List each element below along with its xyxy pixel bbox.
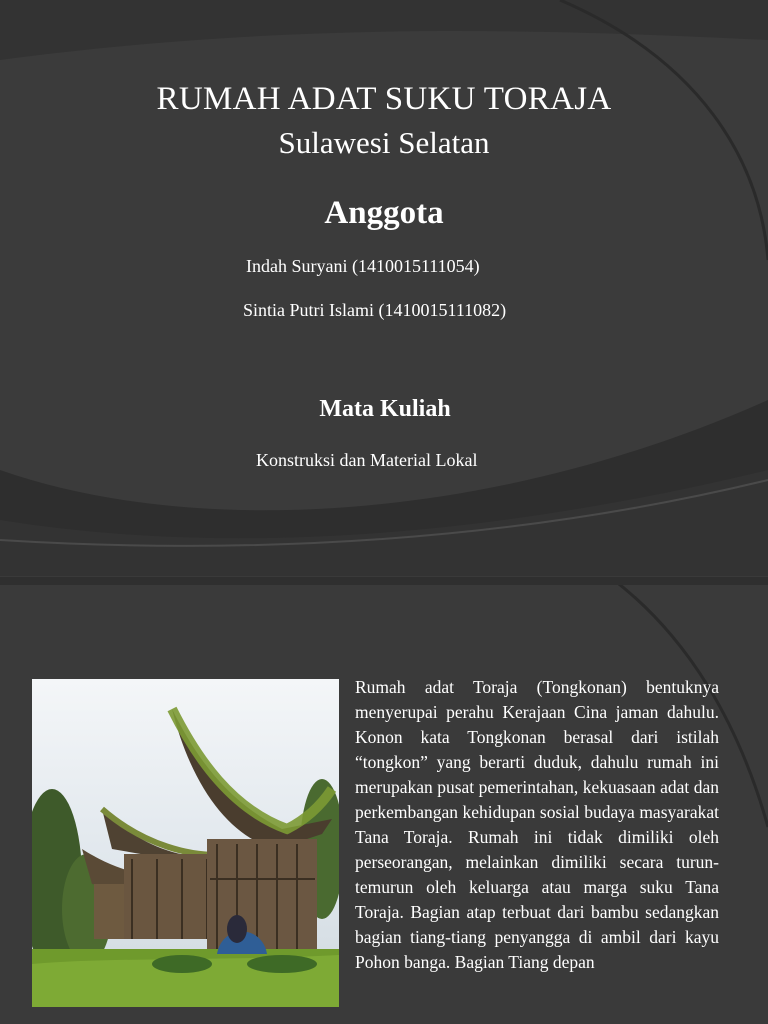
tongkonan-photo [32, 679, 339, 1007]
tongkonan-house-image [32, 679, 339, 1007]
members-heading: Anggota [324, 195, 444, 231]
content-slide [0, 577, 768, 1024]
slide-subtitle: Sulawesi Selatan [278, 125, 490, 160]
description-paragraph: Rumah adat Toraja (Tongkonan) bentuknya menyerupai perahu Kerajaan Cina jaman dahulu. Konon kata Tongkonan berasal dari istilah “tongkon” yang berarti duduk, dahulu rumah ini merupakan pusat pemerintahan, kekuasaan adat dan perkembangan kehidupan sosial budaya masyarakat Tana Toraja. Rumah ini tidak dimiliki oleh perseorangan, melainkan dimiliki secara turun-temurun oleh keluarga atau marga suku Tana Toraja. Bagian atap terbuat dari bambu sedangkan bagian tiang-tiang penyangga di ambil dari kayu Pohon banga. Bagian Tiang depan [355, 677, 719, 972]
member-item: Sintia Putri Islami (1410015111082) [243, 300, 507, 320]
member-item: Indah Suryani (1410015111054) [246, 256, 480, 276]
course-name: Konstruksi dan Material Lokal [256, 450, 478, 470]
course-heading: Mata Kuliah [319, 396, 451, 422]
slide-title: RUMAH ADAT SUKU TORAJA [156, 81, 612, 117]
